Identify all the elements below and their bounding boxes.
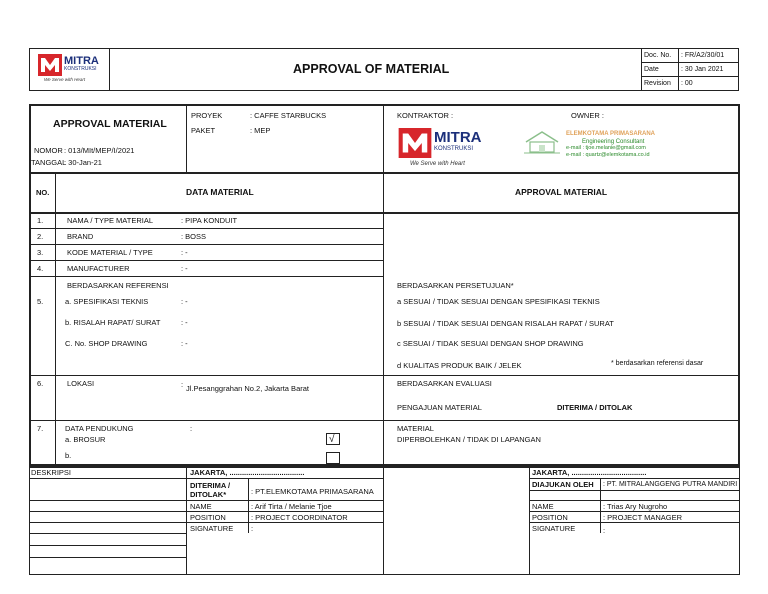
building-icon	[522, 130, 562, 156]
row-2-value: : BOSS	[181, 232, 207, 241]
row-5-a-label: a. SPESIFIKASI TEKNIS	[65, 297, 149, 306]
row-5-a-value: : -	[181, 297, 188, 306]
diterima-value: : PT.ELEMKOTAMA PRIMASARANA	[251, 487, 374, 496]
contractor-logo-tagline: We Serve with Heart	[410, 161, 465, 167]
row-1-label: NAMA / TYPE MATERIAL	[67, 216, 153, 225]
row-4-no: 4.	[37, 264, 44, 273]
col-no-header: NO.	[36, 188, 50, 197]
logo-tagline: We Serve with Heart	[44, 77, 86, 82]
row-7-a-label: a. BROSUR	[65, 435, 106, 444]
tanggal-label: TANGGAL	[31, 158, 67, 167]
revision-value: : 00	[681, 80, 693, 87]
approval-5-note: * berdasarkan referensi dasar	[611, 360, 704, 367]
tanggal-value: : 30-Jan-21	[64, 158, 102, 167]
brosur-checkbox[interactable]	[326, 433, 340, 445]
row-2-no: 2.	[37, 232, 44, 241]
proyek-label: PROYEK	[191, 111, 223, 120]
approval-5-title: BERDASARKAN PERSETUJUAN*	[397, 281, 514, 290]
date-label: Date	[644, 66, 659, 73]
row-3-label: KODE MATERIAL / TYPE	[67, 248, 153, 257]
consultant-subtitle: Engineering Consultant	[582, 139, 645, 145]
consultant-email-1: e-mail : tjoe.melanie@gmail.com	[566, 145, 646, 151]
row-7-b-label: b.	[65, 451, 72, 460]
diterima-label: DITERIMA /	[190, 481, 231, 490]
row-2-label: BRAND	[67, 232, 94, 241]
signature-label-right: SIGNATURE	[532, 524, 576, 533]
row-5-b-value: : -	[181, 318, 188, 327]
row-7-colon: :	[190, 424, 193, 433]
signature-label-left: SIGNATURE	[190, 524, 234, 533]
paket-label: PAKET	[191, 126, 216, 135]
logo-text: MITRA	[64, 55, 99, 67]
col-approval-material-header: APPROVAL MATERIAL	[515, 187, 608, 197]
nomor-label: NOMOR	[34, 146, 63, 155]
approval-6-title: BERDASARKAN EVALUASI	[397, 379, 492, 388]
approval-5-a: a SESUAI / TIDAK SESUAI DENGAN SPESIFIKASI TEKNIS	[397, 297, 600, 306]
b-checkbox[interactable]	[326, 452, 340, 464]
brosur-check-mark: √	[329, 434, 335, 445]
row-1-no: 1.	[37, 216, 44, 225]
col-data-material-header: DATA MATERIAL	[186, 187, 254, 197]
consultant-name: ELEMKOTAMA PRIMASARANA	[566, 131, 655, 137]
proyek-value: : CAFFE STARBUCKS	[250, 111, 327, 120]
approval-7-value: DIPERBOLEHKAN / TIDAK DI LAPANGAN	[397, 435, 541, 444]
contractor-logo	[398, 126, 493, 172]
row-3-no: 3.	[37, 248, 44, 257]
row-5-c-label: C. No. SHOP DRAWING	[65, 339, 148, 348]
nomor-value: : 013/MIt/MEP/I/2021	[64, 146, 135, 155]
approval-5-b: b SESUAI / TIDAK SESUAI DENGAN RISALAH RAPAT / SURAT	[397, 319, 614, 328]
position-label-right: POSITION	[532, 513, 568, 522]
position-value-right: : PROJECT MANAGER	[603, 513, 683, 522]
consultant-email-2: e-mail : quartz@elemkotama.co.id	[566, 152, 650, 158]
row-6-label: LOKASI	[67, 379, 95, 388]
contractor-logo-text: MITRA	[434, 129, 482, 146]
approval-5-c: c SESUAI / TIDAK SESUAI DENGAN SHOP DRAWING	[397, 339, 584, 348]
row-3-value: : -	[181, 248, 188, 257]
row-7-label: DATA PENDUKUNG	[65, 424, 134, 433]
name-value-right: : Trias Ary Nugroho	[603, 502, 668, 511]
diajukan-label: DIAJUKAN OLEH	[532, 480, 594, 489]
approval-6-label: PENGAJUAN MATERIAL	[397, 403, 482, 412]
position-value-left: : PROJECT COORDINATOR	[251, 513, 348, 522]
deskripsi-label: DESKRIPSI	[31, 468, 72, 477]
logo-subtext: KONSTRUKSI	[64, 66, 97, 72]
jakarta-date-left: JAKARTA, ....................................	[190, 468, 305, 477]
date-value: : 30 Jan 2021	[681, 66, 724, 73]
row-6-no: 6.	[37, 379, 44, 388]
approval-material-heading: APPROVAL MATERIAL	[53, 118, 167, 130]
jakarta-date-right: JAKARTA, ....................................	[532, 468, 647, 477]
approval-7-title: MATERIAL	[397, 424, 434, 433]
approval-5-d: d KUALITAS PRODUK BAIK / JELEK	[397, 361, 522, 370]
row-1-value: : PIPA KONDUIT	[181, 216, 238, 225]
doc-no-label: Doc. No.	[644, 52, 672, 59]
owner-label: OWNER :	[571, 111, 604, 120]
row-6-value: Jl.Pesanggrahan No.2, Jakarta Barat	[186, 384, 309, 393]
row-7-no: 7.	[37, 424, 44, 433]
row-4-label: MANUFACTURER	[67, 264, 130, 273]
ditolak-label: DITOLAK*	[190, 490, 227, 499]
row-5-b-label: b. RISALAH RAPAT/ SURAT	[65, 318, 161, 327]
row-5-c-value: : -	[181, 339, 188, 348]
document-title: APPROVAL OF MATERIAL	[293, 62, 450, 76]
row-4-value: : -	[181, 264, 188, 273]
signature-value-left: :	[251, 524, 254, 533]
name-value-left: : Arif Tirta / Melanie Tjoe	[251, 502, 332, 511]
name-label-right: NAME	[532, 502, 554, 511]
row-5-title: BERDASARKAN REFERENSI	[67, 281, 169, 290]
doc-no-value: : FR/A2/30/01	[681, 52, 725, 59]
position-label-left: POSITION	[190, 513, 226, 522]
kontraktor-label: KONTRAKTOR :	[397, 111, 454, 120]
row-5-no: 5.	[37, 297, 44, 306]
revision-label: Revision	[644, 80, 671, 87]
consultant-logo	[522, 130, 722, 160]
name-label-left: NAME	[190, 502, 212, 511]
contractor-logo-subtext: KONSTRUKSI	[434, 146, 474, 152]
paket-value: : MEP	[250, 126, 271, 135]
approval-6-value: DITERIMA / DITOLAK	[557, 403, 633, 412]
row-6-colon: :	[181, 380, 184, 389]
diajukan-value: : PT. MITRALANGGENG PUTRA MANDIRI	[603, 481, 738, 488]
signature-value-right: :	[603, 526, 606, 535]
company-logo	[38, 52, 106, 86]
